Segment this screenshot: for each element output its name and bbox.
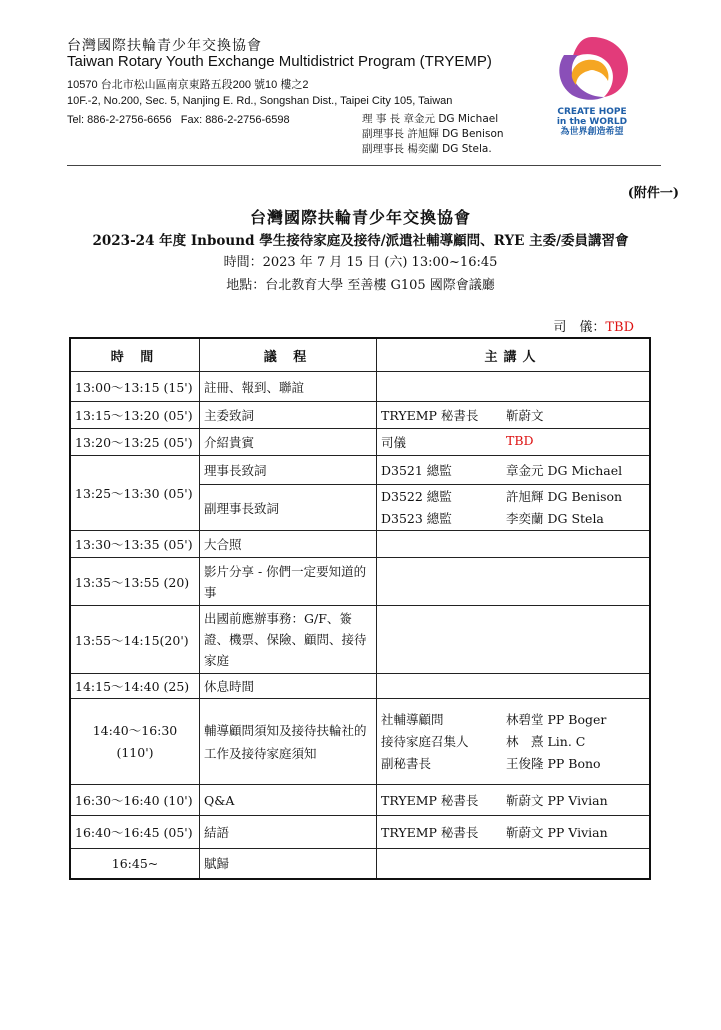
row-item: Q&A [200, 785, 377, 816]
table-row [70, 785, 650, 816]
row-item: 大合照 [200, 531, 377, 558]
row-time: 13:00～13:15 (15') [70, 372, 200, 402]
row-time-duration: (110') [116, 744, 154, 760]
doc-subtitle: 2023-24 年度 Inbound 學生接待家庭及接待/派遣社輔導顧問、RYE 主委/委員講習會 [92, 233, 629, 249]
row-time: 14:15～14:40 (25) [70, 674, 200, 699]
mc-label: 司 儀： [553, 320, 606, 335]
row-time: 13:30～13:35 (05') [70, 531, 200, 558]
row-time [70, 699, 200, 785]
speaker-title: D3522 總監 [381, 488, 452, 504]
table-row [70, 372, 650, 402]
table-row [70, 699, 650, 785]
mc-value: TBD [605, 320, 634, 335]
row-speaker [377, 558, 651, 606]
row-time: 16:45~ [70, 849, 200, 879]
event-place: 地點：台北教育大學 至善樓 G105 國際會議廳 [226, 278, 495, 293]
row-item: 介紹貴賓 [200, 429, 377, 456]
row-time-range: 14:40～16:30 [92, 722, 178, 738]
speaker-name: TBD [506, 433, 534, 448]
org-name-zh: 台灣國際扶輪青少年交換協會 [67, 38, 262, 54]
officer-vp-1: 副理事長 許旭輝 DG Benison [362, 128, 504, 140]
table-row [70, 456, 650, 485]
row-speaker [377, 606, 651, 674]
annex-label: (附件一) [627, 186, 679, 201]
speaker-title: 副秘書長 [381, 755, 432, 771]
row-item: 休息時間 [200, 674, 377, 699]
table-row [70, 558, 650, 606]
header-divider [67, 165, 661, 166]
speaker-name: 王俊隆 PP Bono [506, 755, 601, 771]
speaker-name: 李奕蘭 DG Stela [506, 510, 604, 526]
row-speaker [377, 699, 651, 785]
speaker-name: 許旭輝 DG Benison [506, 488, 623, 504]
row-speaker [377, 372, 651, 402]
org-name-en: Taiwan Rotary Youth Exchange Multidistrict Program (TRYEMP) [67, 53, 492, 70]
row-item: 副理事長致詞 [200, 485, 377, 531]
row-speaker [377, 456, 651, 485]
speaker-title: 接待家庭召集人 [381, 733, 469, 749]
speaker-title: TRYEMP 秘書長 [381, 793, 479, 808]
row-time: 13:55～14:15(20') [70, 606, 200, 674]
speaker-title: 社輔導顧問 [381, 711, 444, 727]
speaker-name: 靳蔚文 PP Vivian [506, 825, 608, 840]
speaker-name: 林 熹 Lin. C [506, 733, 586, 749]
row-item: 輔導顧問須知及接待扶輪社的工作及接待家庭須知 [200, 699, 377, 785]
table-row [70, 531, 650, 558]
address-zh: 10570 台北市松山區南京東路五段200 號10 樓之2 [67, 79, 309, 91]
row-speaker [377, 531, 651, 558]
table-row [70, 402, 650, 429]
speaker-name: 章金元 DG Michael [506, 463, 623, 478]
speaker-title: TRYEMP 秘書長 [381, 408, 479, 423]
header-time: 時 間 [70, 338, 200, 372]
row-speaker [377, 785, 651, 816]
row-speaker [377, 849, 651, 879]
event-time: 時間：2023 年 7 月 15 日 (六) 13:00~16:45 [223, 255, 498, 270]
row-item: 賦歸 [200, 849, 377, 879]
row-item: 結語 [200, 816, 377, 849]
row-time: 13:20～13:25 (05') [70, 429, 200, 456]
row-item: 理事長致詞 [200, 456, 377, 485]
row-time: 13:15～13:20 (05') [70, 402, 200, 429]
logo-line-3: 為世界創造希望 [560, 127, 624, 137]
logo-line-2: in the WORLD [556, 117, 628, 127]
header-speaker: 主講人 [377, 338, 651, 372]
speaker-title: D3521 總監 [381, 463, 452, 478]
officers-list [362, 112, 504, 157]
speaker-title: 司儀 [381, 435, 407, 450]
table-header-row [70, 338, 650, 372]
speaker-title: TRYEMP 秘書長 [381, 825, 479, 840]
agenda-table [69, 337, 651, 880]
table-row [70, 429, 650, 456]
mc-line [553, 316, 634, 335]
row-speaker [377, 485, 651, 531]
officer-president: 理 事 長 章金元 DG Michael [362, 113, 499, 125]
row-speaker [377, 674, 651, 699]
row-item: 註冊、報到、聯誼 [200, 372, 377, 402]
speaker-name: 林碧堂 PP Boger [506, 711, 607, 727]
row-speaker [377, 402, 651, 429]
row-item: 出國前應辦事務：G/F、簽證、機票、保險、顧問、接待家庭 [200, 606, 377, 674]
speaker-title: D3523 總監 [381, 510, 452, 526]
row-time: 13:35～13:55 (20) [70, 558, 200, 606]
table-row [70, 674, 650, 699]
logo-mark-icon [552, 33, 632, 103]
row-item: 主委致詞 [200, 402, 377, 429]
row-time: 16:30～16:40 (10') [70, 785, 200, 816]
row-speaker [377, 429, 651, 456]
table-row [70, 849, 650, 879]
row-time: 13:25～13:30 (05') [70, 456, 200, 531]
speaker-name: 靳蔚文 PP Vivian [506, 793, 608, 808]
row-speaker [377, 816, 651, 849]
doc-title: 台灣國際扶輪青少年交換協會 [249, 208, 471, 227]
logo-line-1: CREATE HOPE [557, 107, 627, 117]
address-en: 10F.-2, No.200, Sec. 5, Nanjing E. Rd., Songshan Dist., Taipei City 105, Taiwan [67, 95, 453, 107]
table-row [70, 606, 650, 674]
table-row [70, 816, 650, 849]
row-time: 16:40～16:45 (05') [70, 816, 200, 849]
speaker-name: 靳蔚文 [506, 408, 544, 423]
officer-vp-2: 副理事長 楊奕蘭 DG Stela. [362, 143, 492, 155]
contact-line: Tel: 886-2-2756-6656 Fax: 886-2-2756-6598 [67, 114, 290, 126]
org-logo [552, 33, 632, 143]
header-item: 議 程 [200, 338, 377, 372]
row-item: 影片分享 - 你們一定要知道的事 [200, 558, 377, 606]
